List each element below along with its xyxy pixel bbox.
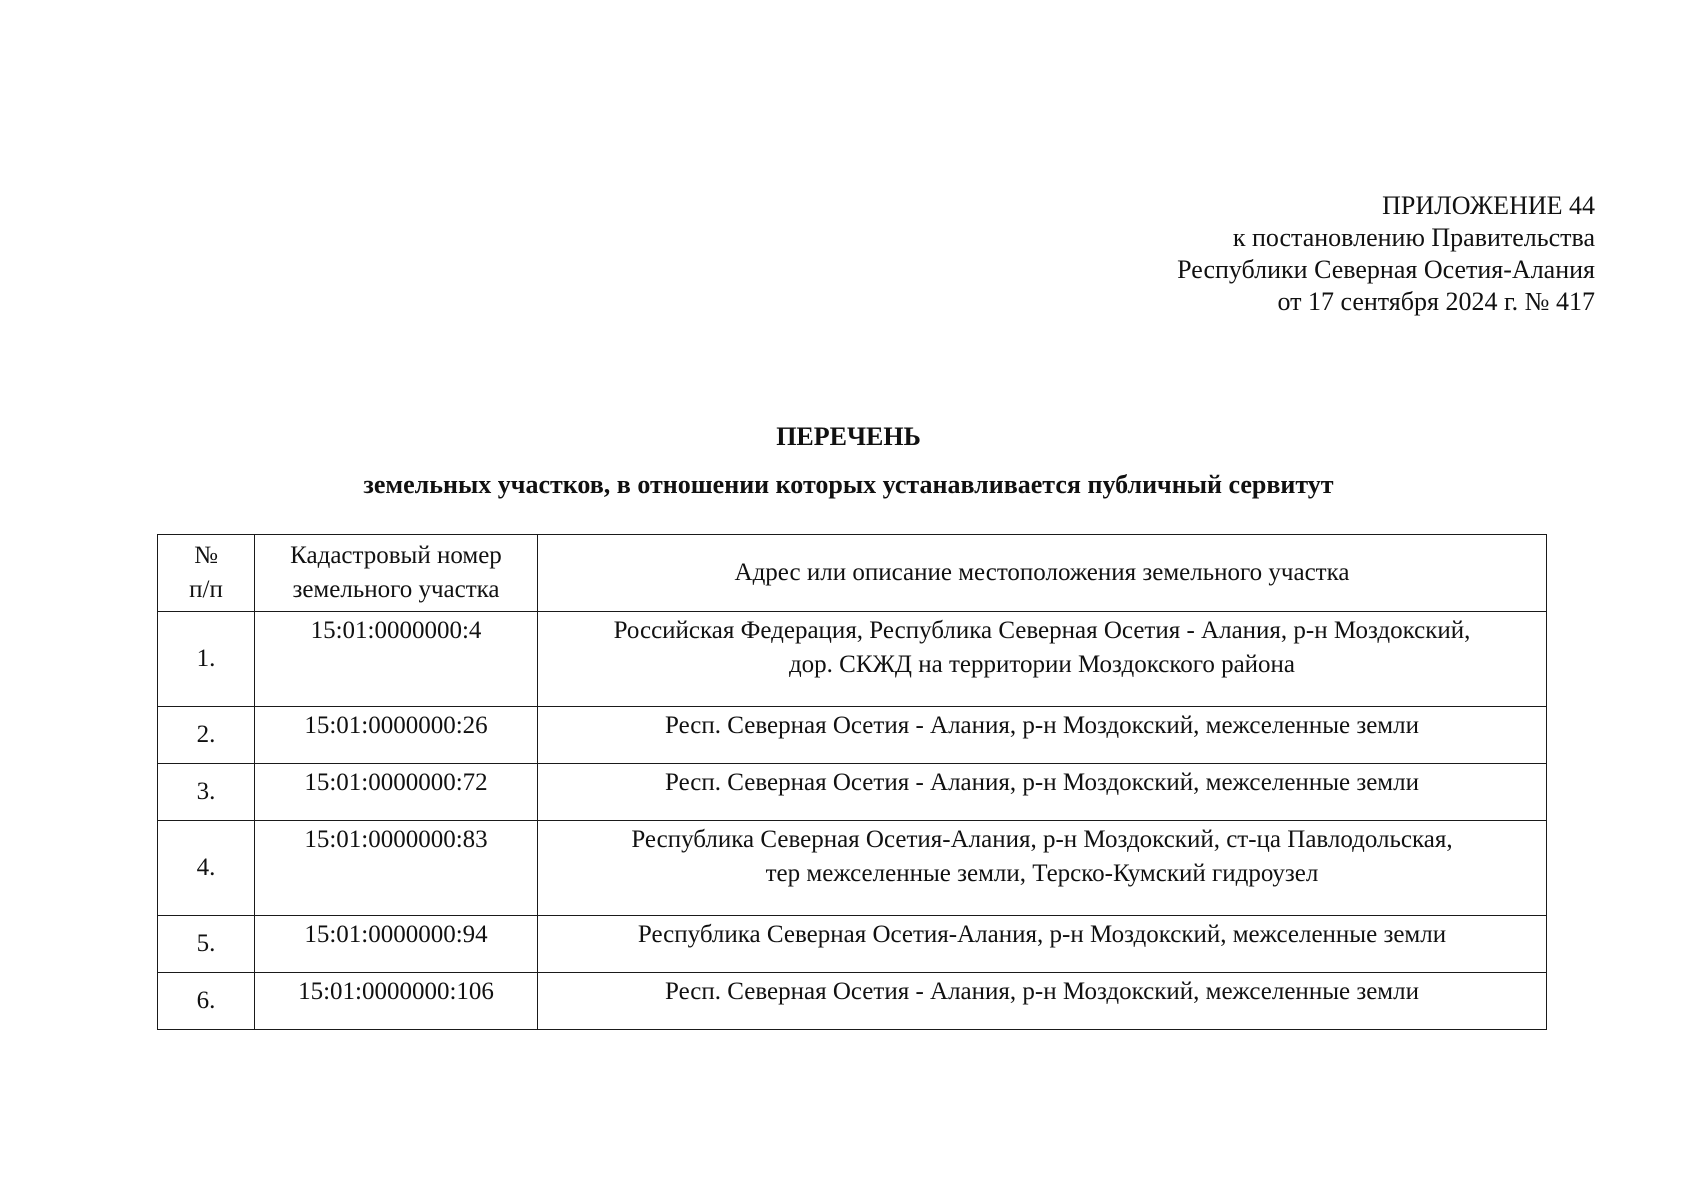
appendix-authority: Республики Северная Осетия-Алания: [1177, 255, 1595, 284]
row-address: [538, 821, 1547, 916]
row-number: 2.: [158, 707, 255, 764]
row-address: Респ. Северная Осетия - Алания, р-н Моздокский, межселенные земли: [538, 973, 1547, 1030]
header-number-line2: п/п: [189, 576, 223, 603]
row-number: 3.: [158, 764, 255, 821]
header-cadastral: [255, 535, 538, 612]
row-number: 5.: [158, 916, 255, 973]
table-header-row: [158, 535, 1547, 612]
row-cadastral-number: 15:01:0000000:94: [255, 916, 538, 973]
row-address: [538, 612, 1547, 707]
document-subtitle: земельных участков, в отношении которых устанавливается публичный сервитут: [363, 470, 1334, 499]
header-address: Адрес или описание местоположения земельного участка: [538, 535, 1547, 612]
row-address: Респ. Северная Осетия - Алания, р-н Моздокский, межселенные земли: [538, 764, 1547, 821]
table-row: [158, 764, 1547, 821]
row-address: Республика Северная Осетия-Алания, р-н Моздокский, межселенные земли: [538, 916, 1547, 973]
row-cadastral-number: 15:01:0000000:4: [255, 612, 538, 707]
row-address-line2: тер межселенные земли, Терско-Кумский гидроузел: [765, 860, 1319, 887]
parcels-table: [157, 534, 1547, 1030]
header-cadastral-line2: земельного участка: [292, 576, 500, 603]
row-number: 1.: [158, 612, 255, 707]
row-address-line1: Российская Федерация, Республика Северная Осетия - Алания, р-н Моздокский,: [613, 617, 1471, 644]
row-cadastral-number: 15:01:0000000:106: [255, 973, 538, 1030]
appendix-reference: к постановлению Правительства: [1232, 223, 1595, 252]
table-row: [158, 916, 1547, 973]
header-number-line1: №: [194, 542, 218, 569]
row-number: 6.: [158, 973, 255, 1030]
appendix-date-number: от 17 сентября 2024 г. № 417: [1277, 287, 1595, 316]
appendix-number: ПРИЛОЖЕНИЕ 44: [1382, 191, 1595, 220]
row-cadastral-number: 15:01:0000000:83: [255, 821, 538, 916]
row-number: 4.: [158, 821, 255, 916]
header-cadastral-line1: Кадастровый номер: [290, 542, 502, 569]
row-address: Респ. Северная Осетия - Алания, р-н Моздокский, межселенные земли: [538, 707, 1547, 764]
table-row: [158, 821, 1547, 916]
row-address-line1: Республика Северная Осетия-Алания, р-н Моздокский, ст-ца Павлодольская,: [631, 826, 1453, 853]
row-cadastral-number: 15:01:0000000:26: [255, 707, 538, 764]
table-row: [158, 707, 1547, 764]
row-cadastral-number: 15:01:0000000:72: [255, 764, 538, 821]
table-row: [158, 612, 1547, 707]
header-number: [158, 535, 255, 612]
document-title: ПЕРЕЧЕНЬ: [776, 422, 921, 451]
row-address-line2: дор. СКЖД на территории Моздокского района: [788, 651, 1296, 678]
appendix-block: [1177, 190, 1595, 318]
table-row: [158, 973, 1547, 1030]
